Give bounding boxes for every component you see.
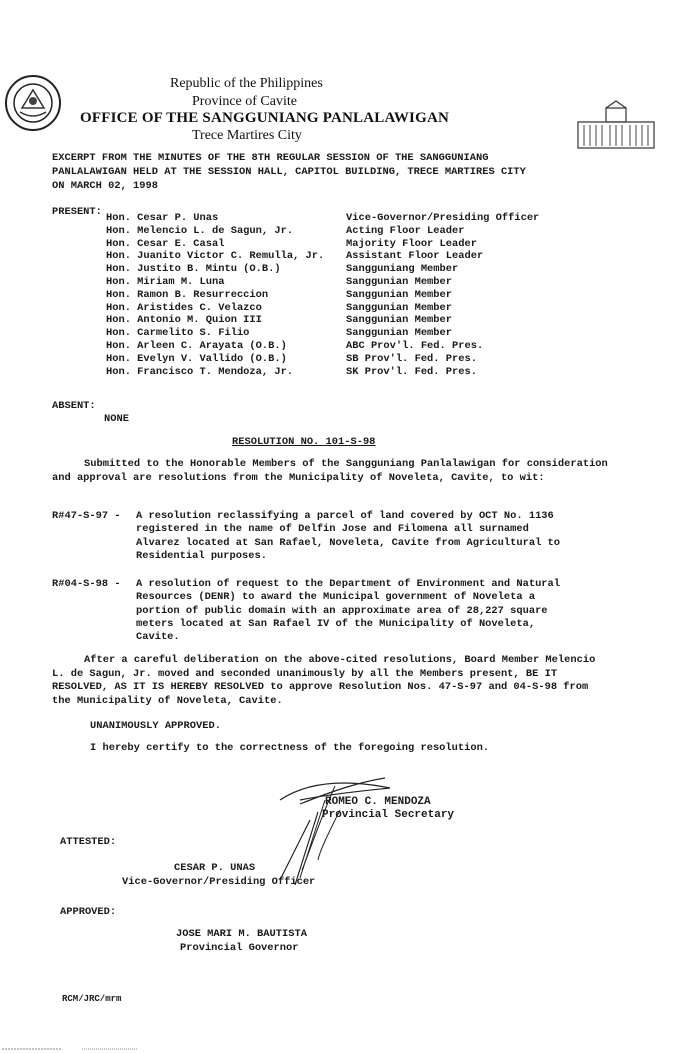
member-name: Hon. Miriam M. Luna — [106, 276, 225, 288]
present-label: PRESENT: — [52, 206, 102, 218]
provincial-seal-icon — [4, 74, 62, 132]
vice-governor-name: CESAR P. UNAS — [174, 862, 256, 874]
approved-label: APPROVED: — [60, 906, 117, 918]
member-position: Assistant Floor Leader — [346, 250, 484, 263]
present-row — [106, 353, 695, 365]
excerpt-line-1: EXCERPT FROM THE MINUTES OF THE 8TH REGULAR SESSION OF THE SANGGUNIANG — [52, 152, 489, 164]
member-name: Hon. Antonio M. Quion III — [106, 314, 262, 327]
resolution-item — [52, 510, 612, 570]
member-name: Hon. Evelyn V. Vallido (O.B.) — [106, 352, 287, 365]
member-position: Sangguniang Member — [346, 263, 459, 276]
member-name: Hon. Melencio L. de Sagun, Jr. — [106, 224, 294, 237]
attested-label: ATTESTED: — [60, 836, 117, 848]
reference-initials: RCM/JRC/mrm — [62, 994, 122, 1004]
member-position: ABC Prov'l. Fed. Pres. — [346, 340, 484, 352]
excerpt-line-3: ON MARCH 02, 1998 — [52, 180, 159, 192]
excerpt-line-2: PANLALAWIGAN HELD AT THE SESSION HALL, CAPITOL BUILDING, TRECE MARTIRES CITY — [52, 166, 526, 178]
present-row — [106, 238, 695, 250]
present-row — [106, 263, 695, 275]
member-name: Hon. Arleen C. Arayata (O.B.) — [106, 340, 287, 352]
present-row — [106, 225, 695, 237]
present-row — [106, 276, 695, 288]
item-code: R#04-S-98 - — [52, 578, 121, 590]
member-position: SK Prov'l. Fed. Pres. — [346, 365, 477, 378]
absent-label: ABSENT: — [52, 400, 96, 412]
republic-line: Republic of the Philippines — [170, 76, 323, 91]
member-name: Hon. Justito B. Mintu (O.B.) — [106, 263, 281, 276]
member-position: Vice-Governor/Presiding Officer — [346, 212, 540, 224]
present-row — [106, 327, 695, 339]
secretary-title: Provincial Secretary — [322, 809, 455, 821]
secretary-name: ROMEO C. MENDOZA — [325, 796, 431, 808]
member-position: SB Prov'l. Fed. Pres. — [346, 352, 477, 365]
approval-statement: UNANIMOUSLY APPROVED. — [90, 720, 221, 732]
handwritten-signature-icon — [240, 760, 440, 890]
member-position: Sanggunian Member — [346, 301, 453, 314]
member-name: Hon. Juanito Victor C. Remulla, Jr. — [106, 250, 325, 263]
present-row — [106, 212, 695, 224]
city-line: Trece Martires City — [192, 128, 302, 143]
present-row — [106, 340, 695, 352]
member-name: Hon. Francisco T. Mendoza, Jr. — [106, 365, 294, 378]
present-list — [106, 212, 626, 382]
member-name: Hon. Aristides C. Velazco — [106, 301, 262, 314]
member-name: Hon. Cesar E. Casal — [106, 237, 225, 250]
member-position: Sanggunian Member — [346, 327, 453, 340]
absent-value: NONE — [104, 413, 129, 425]
member-position: Sanggunian Member — [346, 288, 453, 301]
member-position: Sanggunian Member — [346, 314, 453, 327]
member-name: Hon. Carmelito S. Filio — [106, 327, 250, 340]
item-code: R#47-S-97 - — [52, 510, 121, 522]
governor-name: JOSE MARI M. BAUTISTA — [176, 928, 307, 940]
resolution-title: RESOLUTION NO. 101-S-98 — [232, 436, 376, 448]
member-position: Acting Floor Leader — [346, 224, 465, 237]
certification-statement: I hereby certify to the correctness of the foregoing resolution. — [90, 742, 490, 754]
resolution-intro: Submitted to the Honorable Members of the Sangguniang Panlalawigan for consideration and approval are resolutions from the Municipality of Noveleta, Cavite, to wit: — [52, 458, 608, 484]
present-row — [106, 250, 695, 262]
member-position: Sanggunian Member — [346, 276, 453, 288]
resolution-item — [52, 578, 612, 648]
office-title: OFFICE OF THE SANGGUNIANG PANLALAWIGAN — [80, 110, 450, 126]
vice-governor-title: Vice-Governor/Presiding Officer — [122, 876, 316, 888]
scan-noise-icon — [2, 1046, 142, 1052]
present-row — [106, 366, 695, 378]
resolution-body: After a careful deliberation on the above-cited resolutions, Board Member Melencio L. de Sagun, Jr. moved and seconded unanimously by all the Members present, BE IT RESOLVED, AS IT IS HEREBY RESOLVED to approve Resolution Nos. 47-S-97 and 04-S-98 from the Municipality of Noveleta, Cavite. — [52, 654, 596, 707]
province-line: Province of Cavite — [192, 94, 297, 109]
item-text: A resolution reclassifying a parcel of land covered by OCT No. 1136 registered in the name of Delfin Jose and Filomena all surnamed Alvarez located at San Rafael, Noveleta, Cavite from Agricultural to Residential purposes. — [136, 510, 561, 562]
present-row — [106, 302, 695, 314]
member-position: Majority Floor Leader — [346, 237, 477, 250]
item-text: A resolution of request to the Department of Environment and Natural Resources (DENR) to award the Municipal government of Noveleta a portion of public domain with an approximate area of 28,227 square meters located at San Rafael IV of the Municipality of Noveleta, Cavite. — [136, 578, 561, 644]
capitol-building-icon — [576, 100, 656, 150]
governor-title: Provincial Governor — [180, 942, 299, 954]
present-row — [106, 289, 695, 301]
present-row — [106, 314, 695, 326]
member-name: Hon. Ramon B. Resurreccion — [106, 288, 269, 301]
member-name: Hon. Cesar P. Unas — [106, 212, 219, 224]
